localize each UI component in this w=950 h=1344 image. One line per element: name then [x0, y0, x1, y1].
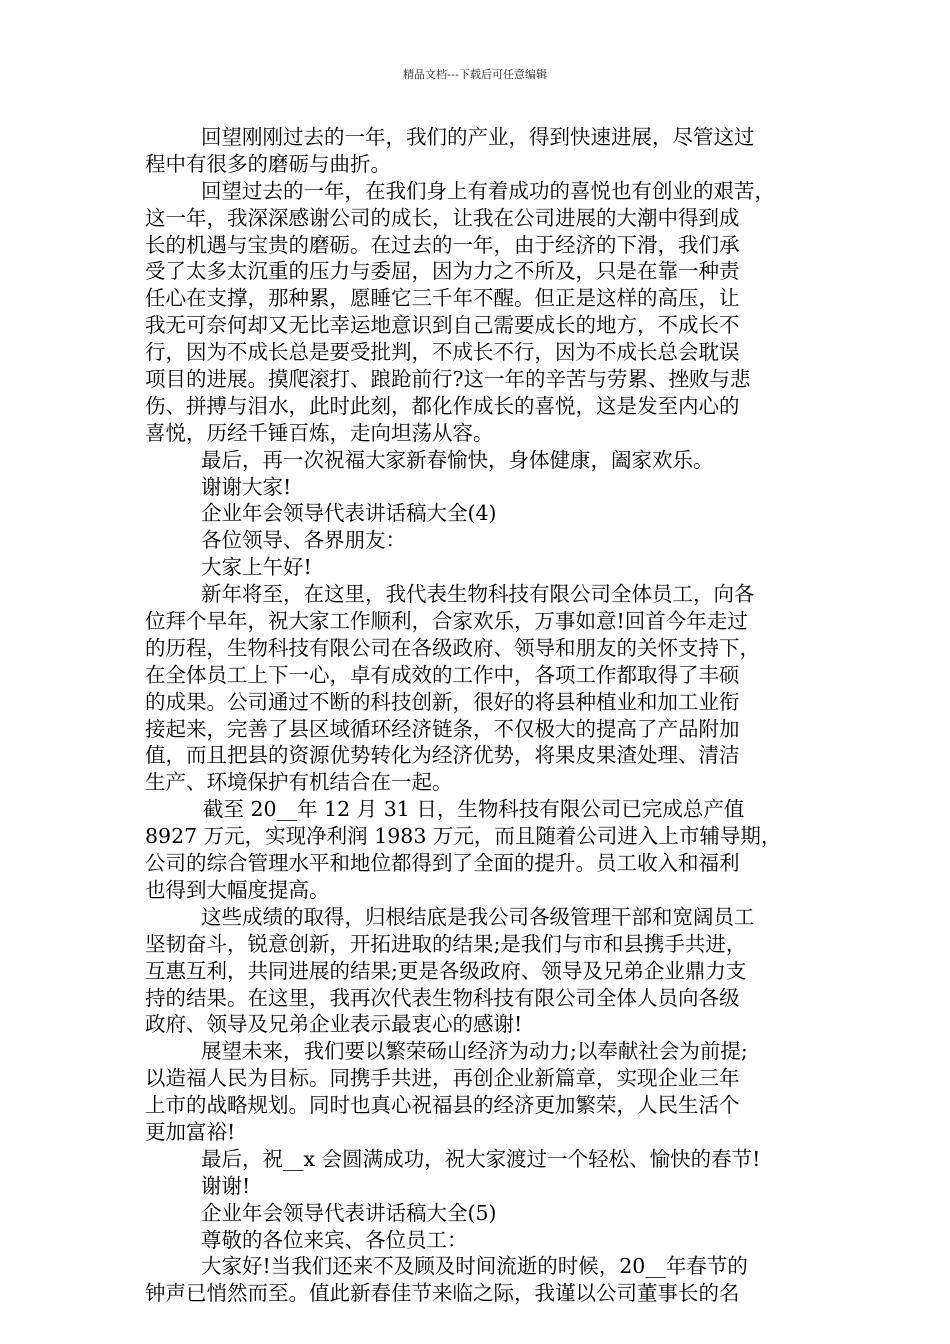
text-line: 谢谢!: [201, 1173, 251, 1198]
text-line: 上市的战略规划。同时也真心祝福县的经济更加繁荣，人民生活个: [145, 1093, 740, 1118]
text-line: 喜悦，历经千锤百炼，走向坦荡从容。: [145, 420, 494, 445]
text-line: 位拜个早年，祝大家工作顺利，合家欢乐，万事如意!回首今年走过: [145, 609, 748, 634]
text-line: 这些成绩的取得，归根结底是我公司各级管理干部和宽阔员工: [201, 904, 755, 929]
text-line: 长的机遇与宝贵的磨砺。在过去的一年，由于经济的下滑，我们承: [145, 232, 740, 257]
text-line: 企业年会领导代表讲话稿大全(5): [201, 1200, 497, 1225]
text-line: 回望过去的一年，在我们身上有着成功的喜悦也有创业的艰苦，: [201, 178, 775, 203]
text-line: 行，因为不成长总是要受批判，不成长不行，因为不成长总会耽误: [145, 340, 740, 365]
text-line: 公司的综合管理水平和地位都得到了全面的提升。员工收入和福利: [145, 851, 740, 876]
text-line: 生产、环境保护有机结合在一起。: [145, 770, 453, 795]
text-line: 新年将至，在这里，我代表生物科技有限公司全体员工，向各: [201, 582, 755, 607]
text-line: 截至 20__年 12 月 31 日，生物科技有限公司已完成总产值: [203, 797, 745, 822]
text-line: 展望未来，我们要以繁荣砀山经济为动力;以奉献社会为前提;: [201, 1039, 748, 1064]
text-line: 接起来，完善了县区域循环经济链条，不仅极大的提高了产品附加: [145, 716, 740, 741]
text-line: 谢谢大家!: [201, 474, 292, 499]
document-body: [145, 124, 805, 1307]
text-line: 以造福人民为目标。同携手共进，再创企业新篇章，实现企业三年: [145, 1066, 740, 1091]
text-line: 持的结果。在这里，我再次代表生物科技有限公司全体人员向各级: [145, 985, 740, 1010]
text-line: 受了太多太沉重的压力与委屈，因为力之不所及，只是在靠一种责: [145, 259, 740, 284]
text-line: 各位领导、各界朋友：: [201, 528, 406, 553]
text-line: 政府、领导及兄弟企业表示最衷心的感谢!: [145, 1012, 523, 1037]
text-line: 项目的进展。摸爬滚打、踉跄前行?这一年的辛苦与劳累、挫败与悲: [145, 367, 751, 392]
text-line: 回望刚刚过去的一年，我们的产业，得到快速进展，尽管这过: [201, 125, 755, 149]
text-line: 最后，祝__x 会圆满成功，祝大家渡过一个轻松、愉快的春节!: [201, 1146, 761, 1171]
text-line: 更加富裕!: [145, 1119, 236, 1144]
text-line: 钟声已悄然而至。值此新春佳节来临之际，我谨以公司董事长的名: [145, 1281, 740, 1306]
text-line: 大家好!当我们还来不及顾及时间流逝的时候，20__年春节的: [201, 1254, 748, 1279]
text-line: 坚韧奋斗，锐意创新，开拓进取的结果;是我们与市和县携手共进，: [145, 931, 747, 956]
text-line: 大家上午好!: [201, 555, 312, 580]
text-line: 最后，再一次祝福大家新春愉快，身体健康，阖家欢乐。: [201, 447, 714, 472]
text-line: 程中有很多的磨砺与曲折。: [145, 151, 391, 176]
text-line: 这一年，我深深感谢公司的成长，让我在公司进展的大潮中得到成: [145, 205, 740, 230]
text-line: 8927 万元，实现净利润 1983 万元，而且随着公司进入上市辅导期，: [145, 824, 782, 849]
text-line: 企业年会领导代表讲话稿大全(4): [201, 501, 497, 526]
text-line: 我无可奈何却又无比幸运地意识到自己需要成长的地方，不成长不: [145, 313, 740, 338]
text-line: 尊敬的各位来宾、各位员工：: [201, 1227, 468, 1252]
text-line: 值，而且把县的资源优势转化为经济优势，将果皮果渣处理、清洁: [145, 743, 740, 768]
text-line: 伤、拼搏与泪水，此时此刻，都化作成长的喜悦，这是发至内心的: [145, 393, 740, 418]
text-line: 的历程，生物科技有限公司在各级政府、领导和朋友的关怀支持下，: [145, 635, 760, 660]
text-line: 互惠互利，共同进展的结果;更是各级政府、领导及兄弟企业鼎力支: [145, 958, 747, 983]
page-header: 精品文档---下载后可任意编辑: [403, 68, 547, 81]
text-line: 在全体员工上下一心，卓有成效的工作中，各项工作都取得了丰硕: [145, 662, 740, 687]
text-line: 任心在支撑，那种累，愿睡它三千年不醒。但正是这样的高压，让: [145, 286, 740, 311]
text-line: 也得到大幅度提高。: [145, 877, 330, 902]
text-line: 的成果。公司通过不断的科技创新，很好的将县种植业和加工业衔: [145, 689, 740, 714]
